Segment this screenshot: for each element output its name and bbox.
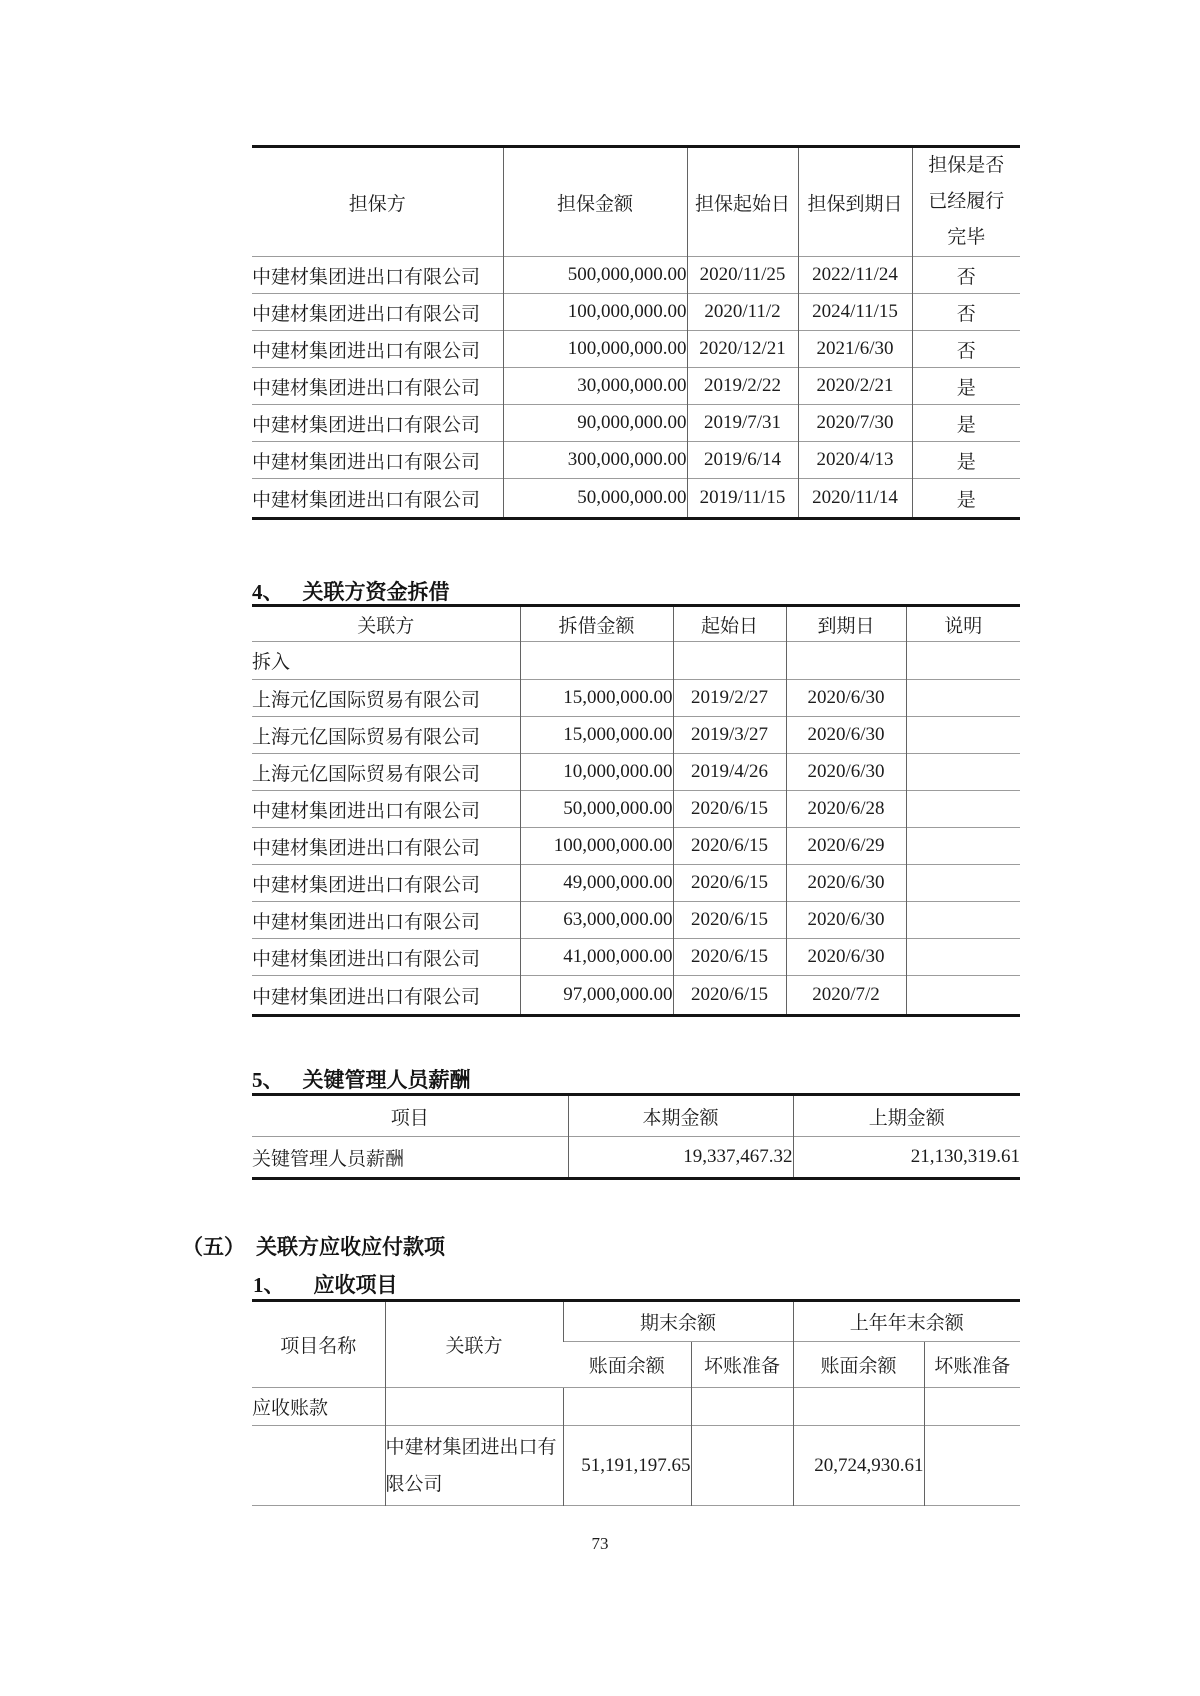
cell-related-party: 中建材集团进出口有限公司 [252, 976, 520, 1016]
cell-amount: 41,000,000.00 [520, 939, 673, 976]
cell-guarantor: 中建材集团进出口有限公司 [252, 368, 503, 405]
cell-guarantor: 中建材集团进出口有限公司 [252, 479, 503, 519]
table-row [252, 680, 1020, 717]
table-header-group-row [252, 1301, 1020, 1342]
cell-related-party: 中建材集团进出口有限公司 [252, 939, 520, 976]
table-header-row [252, 606, 1020, 642]
table-row [252, 828, 1020, 865]
cell-empty [385, 1388, 563, 1426]
cell-amount: 90,000,000.00 [503, 405, 687, 442]
table-row [252, 865, 1020, 902]
table-row [252, 368, 1020, 405]
table-row [252, 294, 1020, 331]
cell-start-date: 2020/11/2 [687, 294, 798, 331]
table-row [252, 442, 1020, 479]
cell-end-book-balance: 51,191,197.65 [563, 1426, 691, 1506]
table-group-row [252, 642, 1020, 680]
cell-prior-amount: 21,130,319.61 [793, 1137, 1020, 1179]
cell-fulfilled: 是 [912, 368, 1020, 405]
cell-note [906, 791, 1020, 828]
col-header: 担保方 [348, 193, 406, 215]
cell-group-label: 拆入 [252, 642, 520, 680]
section-heading-funds-lending [252, 576, 450, 606]
col-header: 担保金额 [503, 147, 687, 257]
cell-empty [673, 642, 786, 680]
cell-amount: 30,000,000.00 [503, 368, 687, 405]
col-header: 到期日 [786, 606, 906, 642]
cell-start-date: 2020/6/15 [673, 902, 786, 939]
section-title: 关键管理人员薪酬 [302, 1068, 471, 1092]
cell-end-date: 2024/11/15 [798, 294, 912, 331]
cell-start-date: 2019/4/26 [673, 754, 786, 791]
cell-end-bad-debt [691, 1426, 793, 1506]
section-number: 5、 [252, 1068, 284, 1092]
cell-guarantor: 中建材集团进出口有限公司 [252, 257, 503, 294]
cell-end-date: 2020/4/13 [798, 442, 912, 479]
cell-start-date: 2019/7/31 [687, 405, 798, 442]
table-row [252, 479, 1020, 519]
col-header: 说明 [906, 606, 1020, 642]
table-row [252, 717, 1020, 754]
table-row [252, 1426, 1020, 1506]
cell-amount: 15,000,000.00 [520, 680, 673, 717]
col-header: 担保到期日 [798, 147, 912, 257]
cell-note [906, 976, 1020, 1016]
table-row [252, 257, 1020, 294]
cell-amount: 10,000,000.00 [520, 754, 673, 791]
cell-end-date: 2020/11/14 [798, 479, 912, 519]
cell-end-date: 2020/6/30 [786, 902, 906, 939]
cell-amount: 100,000,000.00 [520, 828, 673, 865]
cell-related-party: 上海元亿国际贸易有限公司 [252, 754, 520, 791]
lending-table [252, 604, 1020, 1017]
cell-related-party: 中建材集团进出口有限公司 [252, 902, 520, 939]
cell-start-date: 2020/6/15 [673, 976, 786, 1016]
cell-start-date: 2020/6/15 [673, 828, 786, 865]
col-header: 拆借金额 [520, 606, 673, 642]
col-header-bad-debt: 坏账准备 [924, 1342, 1020, 1388]
cell-guarantor: 中建材集团进出口有限公司 [252, 405, 503, 442]
col-header-related-party: 关联方 [385, 1301, 563, 1388]
cell-amount: 100,000,000.00 [503, 294, 687, 331]
cell-amount: 50,000,000.00 [520, 791, 673, 828]
cell-start-date: 2019/2/22 [687, 368, 798, 405]
cell-end-date: 2020/2/21 [798, 368, 912, 405]
cell-end-date: 2020/6/30 [786, 939, 906, 976]
table-row [252, 939, 1020, 976]
cell-related-party: 上海元亿国际贸易有限公司 [252, 680, 520, 717]
cell-end-date: 2020/7/2 [786, 976, 906, 1016]
col-header [912, 147, 1020, 257]
cell-end-date: 2020/6/29 [786, 828, 906, 865]
cell-empty [691, 1388, 793, 1426]
cell-related-party: 中建材集团进出口有限公司 [385, 1426, 563, 1506]
table-header-row [252, 147, 1020, 257]
cell-amount: 15,000,000.00 [520, 717, 673, 754]
cell-related-party: 中建材集团进出口有限公司 [252, 828, 520, 865]
cell-note [906, 939, 1020, 976]
cell-empty [906, 642, 1020, 680]
cell-empty [563, 1388, 691, 1426]
col-header: 起始日 [673, 606, 786, 642]
cell-note [906, 902, 1020, 939]
cell-item: 关键管理人员薪酬 [252, 1137, 568, 1179]
cell-guarantor: 中建材集团进出口有限公司 [252, 294, 503, 331]
cell-amount: 49,000,000.00 [520, 865, 673, 902]
cell-prior-bad-debt [924, 1426, 1020, 1506]
cell-note [906, 680, 1020, 717]
cell-end-date: 2020/7/30 [798, 405, 912, 442]
guarantee-table [252, 145, 1020, 520]
table-row [252, 791, 1020, 828]
cell-fulfilled: 否 [912, 257, 1020, 294]
cell-empty [924, 1388, 1020, 1426]
section-title: 关联方资金拆借 [302, 580, 450, 604]
cell-fulfilled: 否 [912, 331, 1020, 368]
cell-note [906, 717, 1020, 754]
section-title: 应收项目 [313, 1273, 398, 1297]
cell-empty [520, 642, 673, 680]
cell-guarantor: 中建材集团进出口有限公司 [252, 442, 503, 479]
compensation-table [252, 1093, 1020, 1180]
cell-end-date: 2022/11/24 [798, 257, 912, 294]
cell-start-date: 2020/6/15 [673, 865, 786, 902]
col-header-bad-debt: 坏账准备 [691, 1342, 793, 1388]
cell-fulfilled: 否 [912, 294, 1020, 331]
cell-amount: 63,000,000.00 [520, 902, 673, 939]
cell-end-date: 2020/6/28 [786, 791, 906, 828]
cell-start-date: 2019/6/14 [687, 442, 798, 479]
section-number: （五） [182, 1235, 245, 1259]
cell-amount: 97,000,000.00 [520, 976, 673, 1016]
cell-fulfilled: 是 [912, 442, 1020, 479]
cell-note [906, 865, 1020, 902]
cell-start-date: 2020/6/15 [673, 939, 786, 976]
col-header: 上期金额 [793, 1095, 1020, 1137]
section-title: 关联方应收应付款项 [256, 1235, 445, 1259]
section-heading-related-balances [182, 1231, 445, 1261]
col-header-book-balance: 账面余额 [793, 1342, 924, 1388]
table-row [252, 1137, 1020, 1179]
cell-related-party: 中建材集团进出口有限公司 [252, 791, 520, 828]
section-number: 1、 [253, 1273, 285, 1297]
cell-current-amount: 19,337,467.32 [568, 1137, 793, 1179]
table-header-row [252, 1095, 1020, 1137]
section-heading-receivables [253, 1269, 398, 1299]
col-header: 本期金额 [568, 1095, 793, 1137]
cell-fulfilled: 是 [912, 479, 1020, 519]
cell-fulfilled: 是 [912, 405, 1020, 442]
col-header: 项目 [390, 1107, 429, 1129]
cell-start-date: 2020/6/15 [673, 791, 786, 828]
cell-start-date: 2019/11/15 [687, 479, 798, 519]
cell-end-date: 2020/6/30 [786, 754, 906, 791]
col-header-book-balance: 账面余额 [563, 1342, 691, 1388]
section-heading-key-mgmt-comp [252, 1064, 471, 1094]
col-header-ending-balance: 期末余额 [563, 1301, 793, 1342]
cell-prior-book-balance: 20,724,930.61 [793, 1426, 924, 1506]
cell-related-party: 中建材集团进出口有限公司 [252, 865, 520, 902]
cell-note [906, 754, 1020, 791]
cell-empty [786, 642, 906, 680]
cell-empty [793, 1388, 924, 1426]
table-row [252, 405, 1020, 442]
cell-amount: 500,000,000.00 [503, 257, 687, 294]
col-header-prior-year-balance: 上年年末余额 [793, 1301, 1020, 1342]
cell-end-date: 2020/6/30 [786, 717, 906, 754]
cell-amount: 300,000,000.00 [503, 442, 687, 479]
cell-end-date: 2020/6/30 [786, 865, 906, 902]
col-header: 担保起始日 [687, 147, 798, 257]
table-group-row [252, 1388, 1020, 1426]
cell-start-date: 2020/12/21 [687, 331, 798, 368]
page-number: 73 [591, 1534, 609, 1553]
cell-amount: 100,000,000.00 [503, 331, 687, 368]
table-row [252, 754, 1020, 791]
table-row [252, 902, 1020, 939]
col-header-item-name: 项目名称 [280, 1336, 357, 1357]
cell-end-date: 2020/6/30 [786, 680, 906, 717]
cell-start-date: 2020/11/25 [687, 257, 798, 294]
cell-note [906, 828, 1020, 865]
col-header-wrapped: 担保是否已经履行完毕 [928, 155, 1005, 248]
cell-item [252, 1426, 385, 1506]
col-header: 关联方 [357, 615, 415, 637]
cell-guarantor: 中建材集团进出口有限公司 [252, 331, 503, 368]
cell-start-date: 2019/3/27 [673, 717, 786, 754]
table-row [252, 976, 1020, 1016]
table-row [252, 331, 1020, 368]
receivables-table [252, 1299, 1020, 1506]
cell-related-party: 上海元亿国际贸易有限公司 [252, 717, 520, 754]
cell-amount: 50,000,000.00 [503, 479, 687, 519]
cell-group-label: 应收账款 [252, 1388, 385, 1426]
cell-start-date: 2019/2/27 [673, 680, 786, 717]
section-number: 4、 [252, 580, 284, 604]
cell-end-date: 2021/6/30 [798, 331, 912, 368]
